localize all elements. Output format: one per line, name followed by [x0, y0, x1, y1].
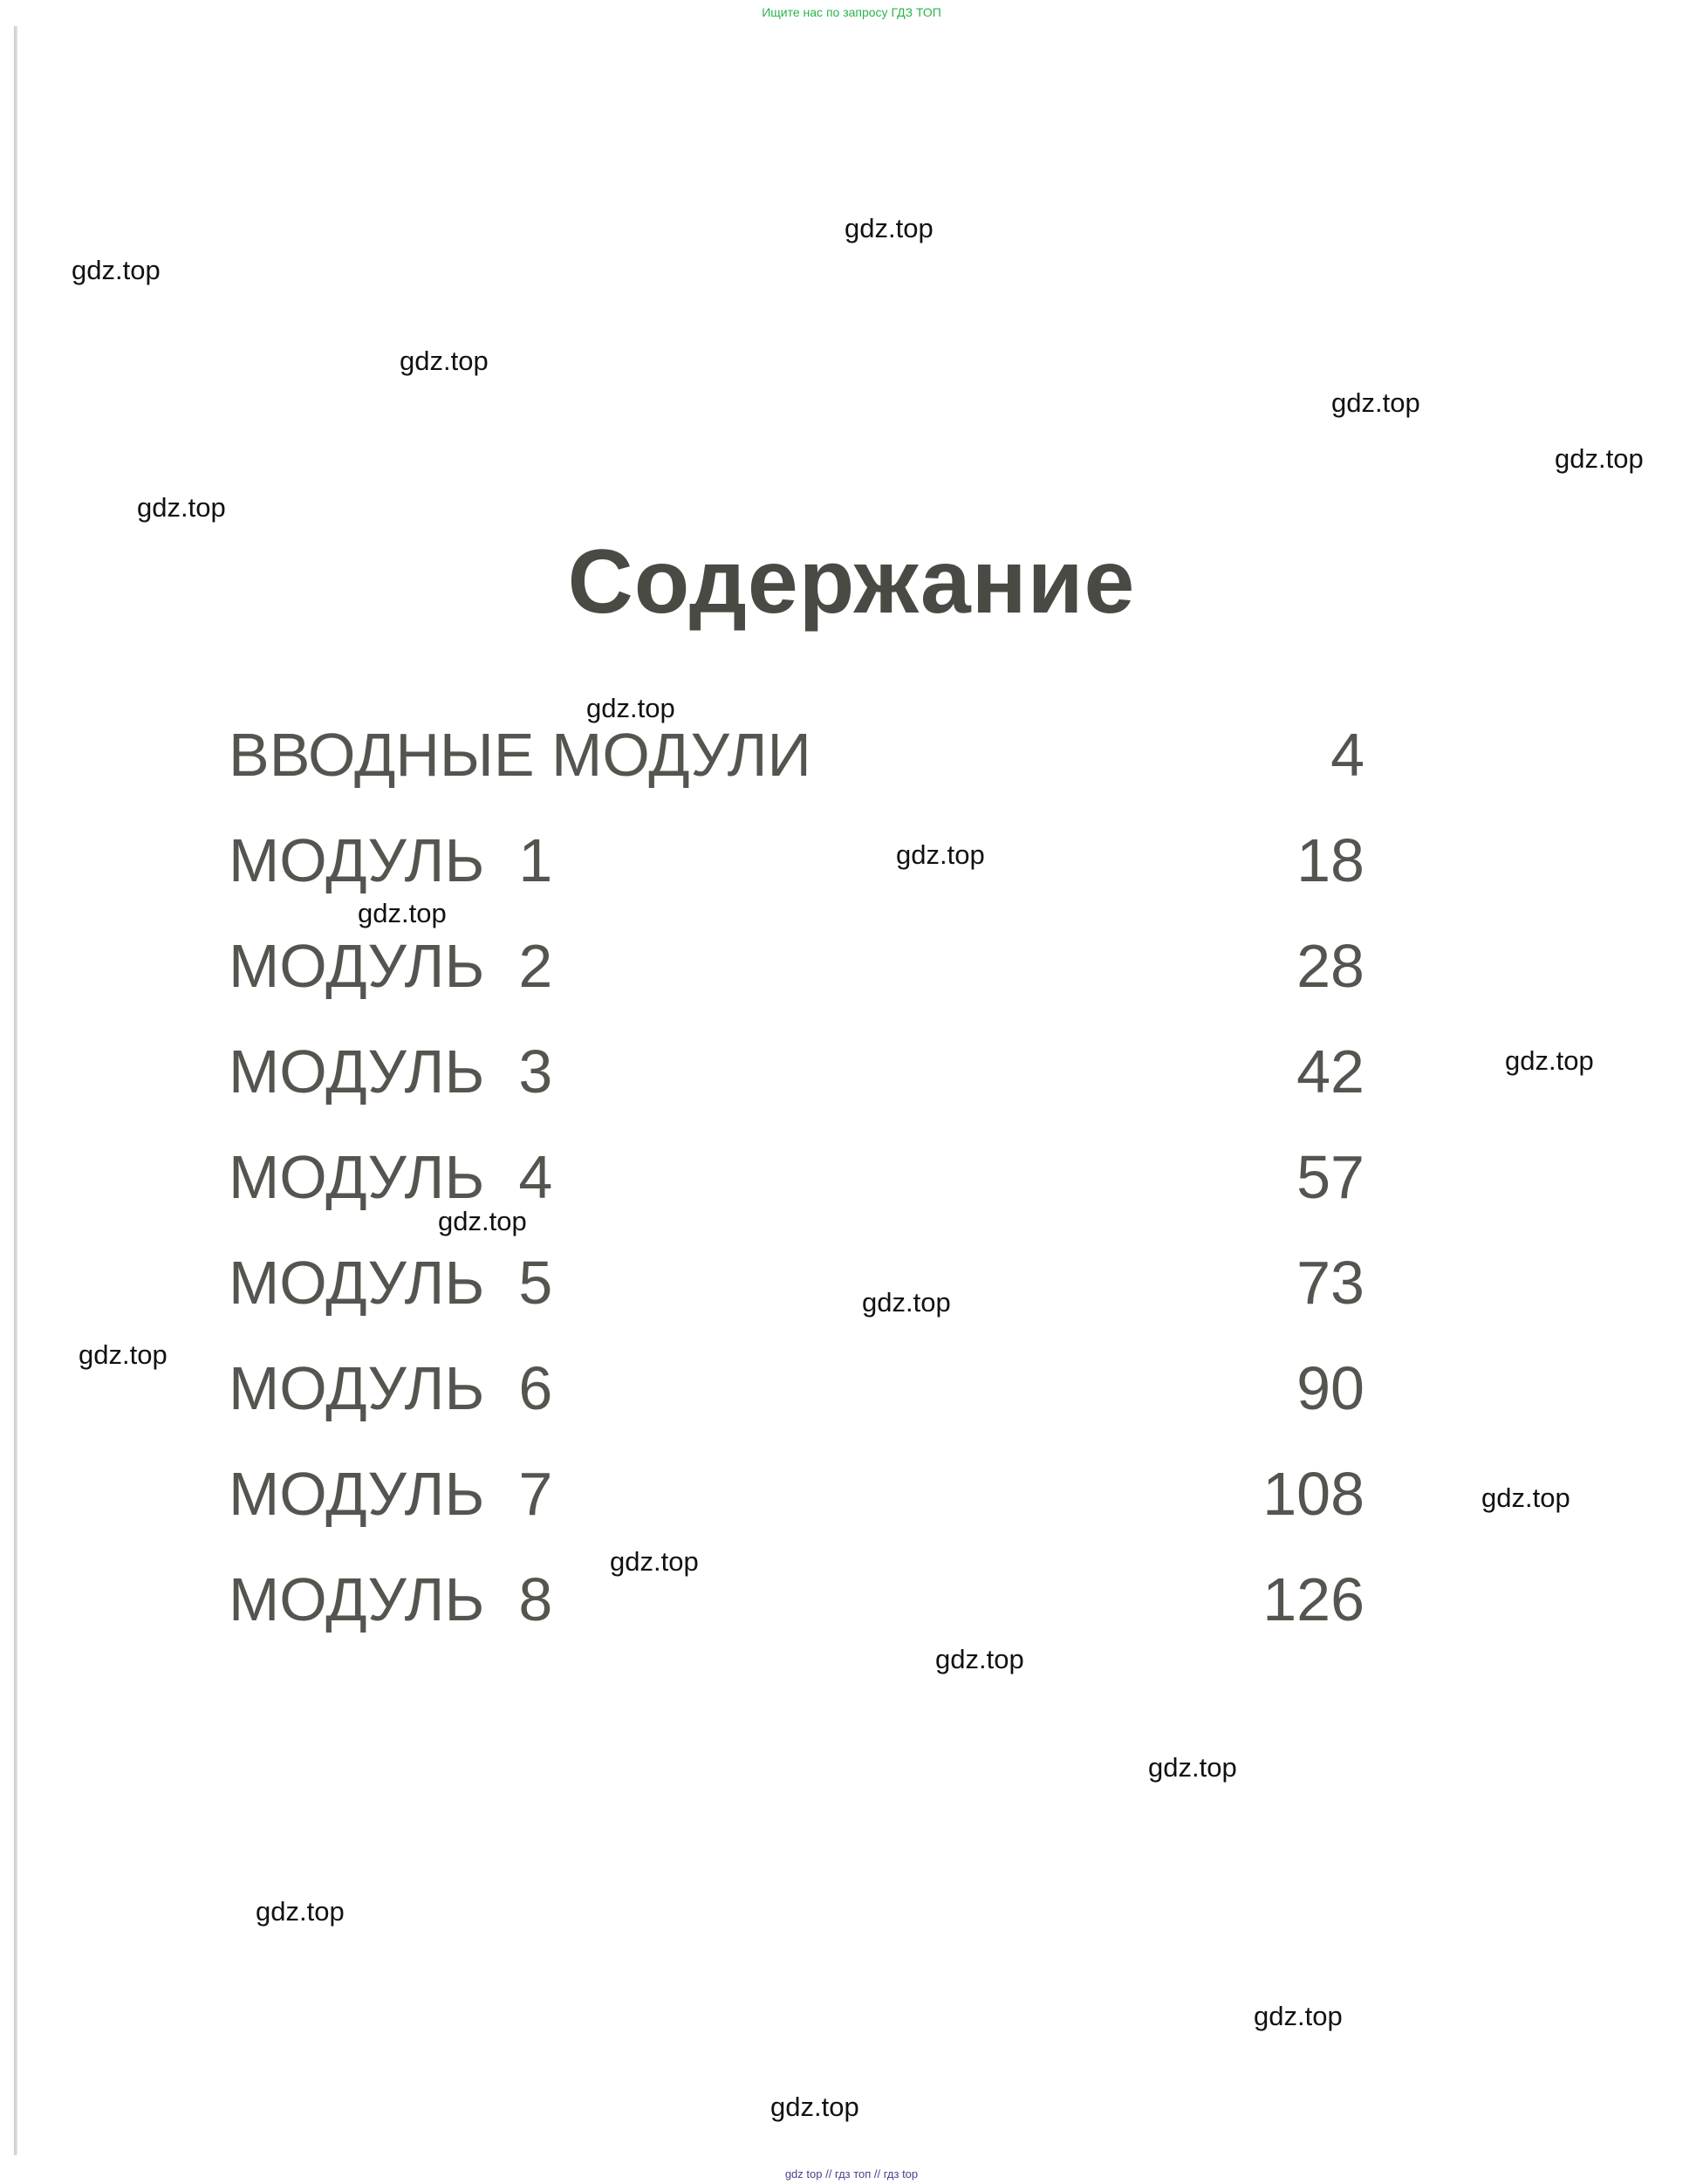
table-of-contents: [229, 715, 1364, 1666]
toc-label: ВВОДНЫЕ МОДУЛИ: [229, 721, 811, 789]
watermark: gdz.top: [1555, 443, 1644, 474]
toc-page-number: 90: [1296, 1354, 1364, 1422]
watermark: gdz.top: [862, 1287, 951, 1318]
toc-page-number: 108: [1262, 1460, 1364, 1528]
watermark: gdz.top: [1148, 1752, 1237, 1783]
page-title: Содержание: [567, 531, 1136, 633]
toc-row-module-5[interactable]: [229, 1243, 1364, 1349]
toc-row-module-7[interactable]: [229, 1455, 1364, 1560]
watermark: gdz.top: [1254, 2001, 1343, 2031]
watermark: gdz.top: [586, 693, 675, 723]
watermark: gdz.top: [845, 213, 934, 243]
watermark: gdz.top: [400, 346, 489, 376]
toc-label: МОДУЛЬ 1: [229, 826, 553, 894]
toc-page-number: 57: [1296, 1143, 1364, 1211]
page-edge: [14, 26, 17, 2155]
watermark: gdz.top: [256, 1896, 345, 1927]
toc-page-number: 42: [1296, 1037, 1364, 1106]
watermark: gdz.top: [79, 1339, 168, 1370]
watermark: gdz.top: [935, 1644, 1024, 1674]
watermark: gdz.top: [137, 492, 226, 523]
toc-page-number: 4: [1330, 721, 1364, 789]
toc-row-module-2[interactable]: [229, 927, 1364, 1032]
toc-page-number: 73: [1296, 1249, 1364, 1317]
watermark: gdz.top: [1481, 1482, 1570, 1513]
toc-label: МОДУЛЬ 6: [229, 1354, 553, 1422]
watermark: gdz.top: [72, 255, 161, 285]
toc-label: МОДУЛЬ 8: [229, 1565, 553, 1633]
toc-label: МОДУЛЬ 5: [229, 1249, 553, 1317]
top-banner: Ищите нас по запросу ГДЗ ТОП: [762, 5, 941, 19]
toc-page-number: 126: [1262, 1565, 1364, 1633]
toc-row-module-6[interactable]: [229, 1349, 1364, 1455]
toc-page-number: 28: [1296, 932, 1364, 1000]
watermark: gdz.top: [610, 1546, 699, 1577]
watermark: gdz.top: [1505, 1045, 1594, 1076]
toc-row-module-3[interactable]: [229, 1032, 1364, 1138]
toc-label: МОДУЛЬ 4: [229, 1143, 553, 1211]
watermark: gdz.top: [770, 2092, 859, 2122]
toc-row-intro[interactable]: [229, 715, 1364, 821]
toc-label: МОДУЛЬ 3: [229, 1037, 553, 1106]
toc-row-module-4[interactable]: [229, 1138, 1364, 1243]
toc-row-module-8[interactable]: [229, 1560, 1364, 1666]
toc-label: МОДУЛЬ 7: [229, 1460, 553, 1528]
toc-page-number: 18: [1296, 826, 1364, 894]
toc-label: МОДУЛЬ 2: [229, 932, 553, 1000]
watermark: gdz.top: [896, 839, 985, 870]
watermark: gdz.top: [358, 898, 447, 928]
watermark: gdz.top: [1331, 387, 1420, 418]
watermark: gdz.top: [438, 1206, 527, 1236]
bottom-banner: gdz top // гдз топ // гдз top: [784, 2167, 919, 2181]
